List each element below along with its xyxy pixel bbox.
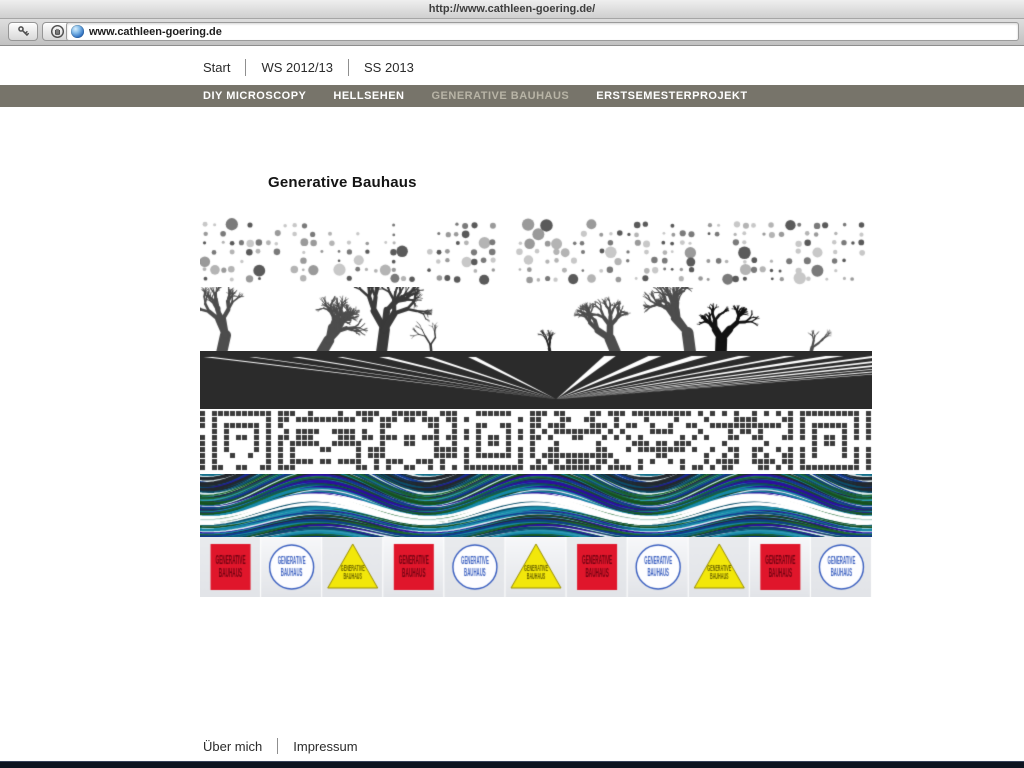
footer-navigation — [203, 738, 1024, 754]
nav-separator — [245, 59, 246, 76]
artwork-gallery — [200, 217, 872, 597]
artwork-strip-rays[interactable] — [200, 351, 872, 409]
artwork-strip-pixels[interactable] — [200, 409, 872, 474]
footer-link-ueber-mich[interactable]: Über mich — [203, 738, 263, 754]
artwork-strip-trees[interactable] — [200, 287, 872, 351]
window-titlebar[interactable] — [0, 0, 1024, 19]
footer-link-impressum[interactable]: Impressum — [293, 738, 358, 754]
window-title: http://www.cathleen-goering.de/ — [428, 3, 596, 15]
artwork-strip-waves[interactable] — [200, 474, 872, 537]
menubar-item-generative-bauhaus[interactable]: GENERATIVE BAUHAUS — [431, 90, 570, 102]
menubar-item-diy-microscopy[interactable]: DIY MICROSCOPY — [203, 90, 307, 102]
footer-separator — [277, 738, 278, 754]
hand-icon — [50, 24, 65, 39]
top-navigation — [203, 58, 1024, 76]
key-button[interactable] — [8, 22, 38, 41]
nav-item-ss-2013[interactable]: SS 2013 — [364, 59, 414, 75]
globe-favicon-icon — [71, 25, 84, 38]
address-bar[interactable] — [66, 22, 1019, 41]
browser-toolbar — [0, 19, 1024, 46]
category-menubar — [0, 85, 1024, 107]
menubar-item-hellsehen[interactable]: HELLSEHEN — [333, 90, 405, 102]
key-icon — [16, 24, 31, 39]
menubar-item-erstsemesterprojekt[interactable]: ERSTSEMESTERPROJEKT — [596, 90, 748, 102]
nav-item-start[interactable]: Start — [203, 59, 231, 75]
artwork-strip-logos[interactable] — [200, 537, 872, 597]
url-text: www.cathleen-goering.de — [89, 25, 222, 38]
nav-item-ws-2012-13[interactable]: WS 2012/13 — [261, 59, 334, 75]
artwork-strip-dots[interactable] — [200, 217, 872, 287]
page-title: Generative Bauhaus — [268, 174, 417, 191]
nav-separator — [348, 59, 349, 76]
bottom-bar — [0, 761, 1024, 768]
